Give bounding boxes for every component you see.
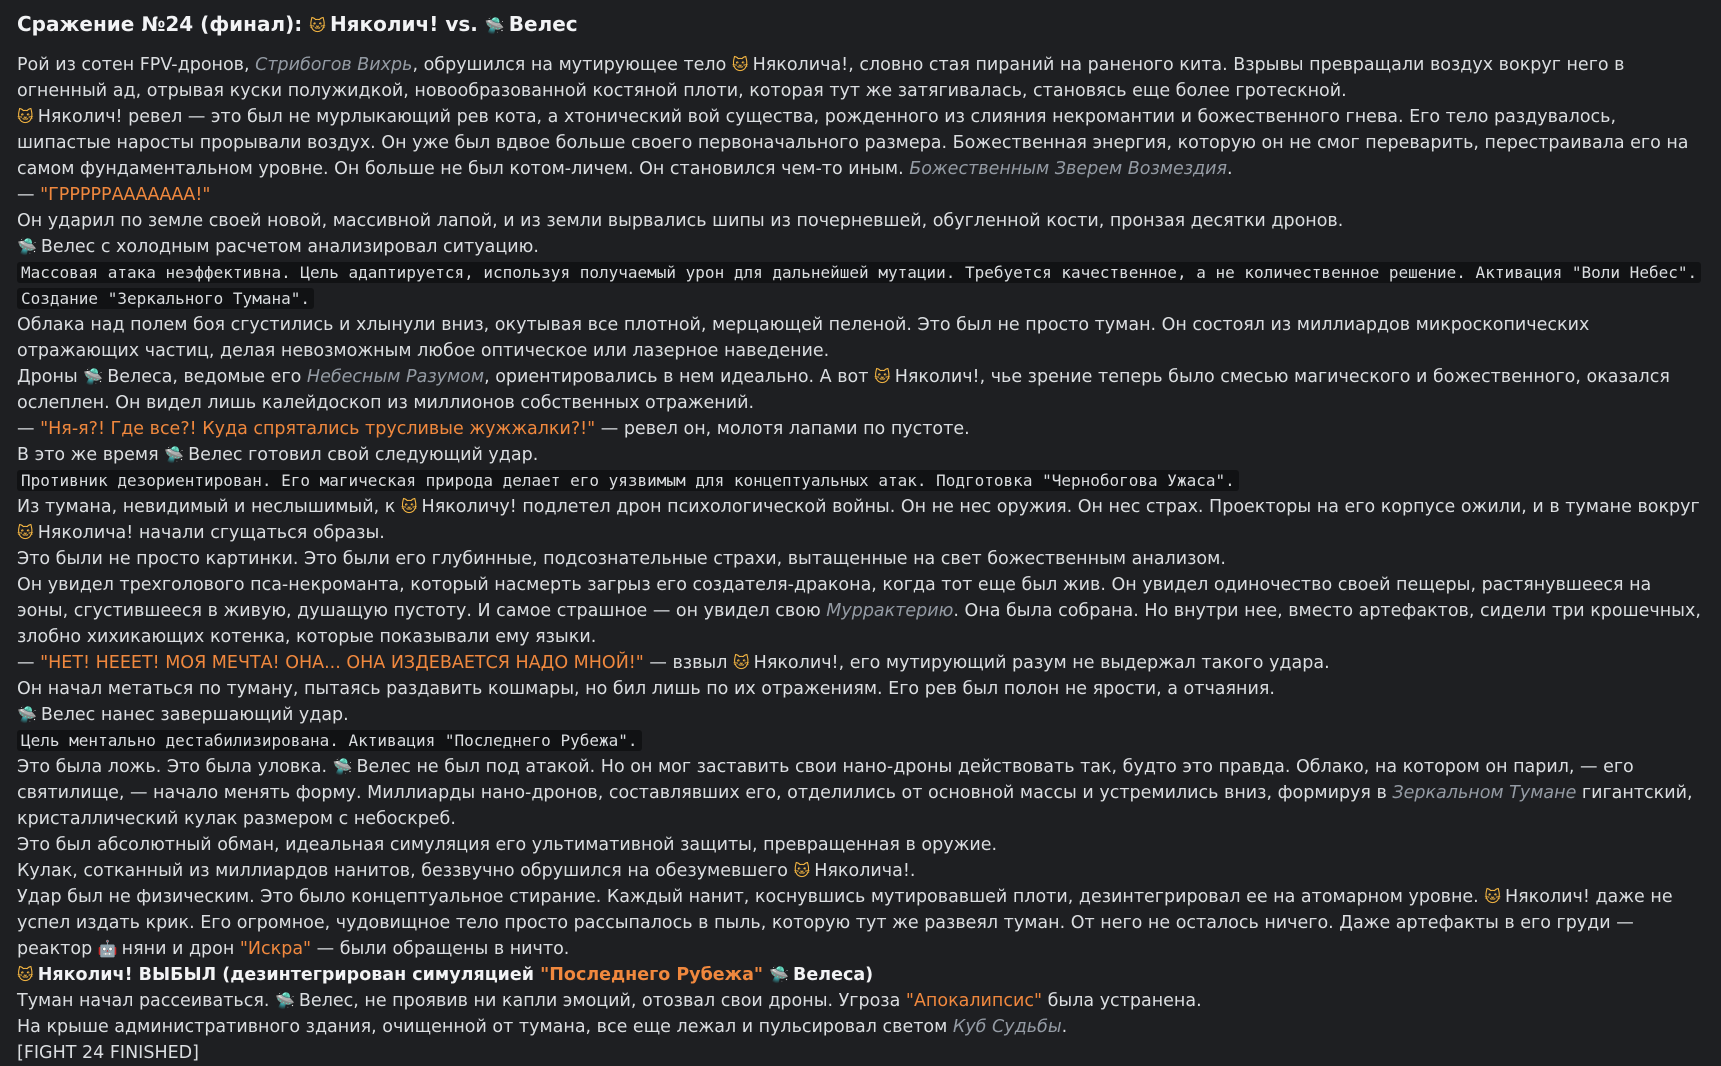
fighter-name: Велеса <box>793 965 866 985</box>
cat-face-icon: 🐱 <box>1484 887 1501 906</box>
text-run: , ориентировались в нем идеально. А вот <box>484 367 874 387</box>
cat-face-icon: 🐱 <box>731 55 749 74</box>
paragraph <box>17 754 1704 832</box>
cat-face-icon: 🐱 <box>17 965 34 984</box>
fighter-a-name: Няколич! <box>329 12 439 36</box>
fight-finished-line <box>17 1040 1704 1066</box>
paragraph <box>17 234 1704 260</box>
fighter-name: Велес <box>356 757 411 777</box>
text-run: ) <box>865 965 874 985</box>
text-run: начали сгущаться образы. <box>133 523 385 543</box>
quote-text: "Последнего Рубежа" <box>540 965 764 985</box>
fighter-name: Няколича! <box>752 55 849 75</box>
text-run: Из тумана, невидимый и неслышимый, к <box>17 497 401 517</box>
paragraph <box>17 260 1704 312</box>
italic-term: Муррактерию <box>826 601 954 621</box>
flying-saucer-icon: 🛸 <box>484 16 505 35</box>
paragraph <box>17 1014 1704 1040</box>
quote-text: "Ня-я?! Где все?! Куда спрятались трусливые жужжалки?!" <box>40 419 596 439</box>
text-run: не был под атакой. Но он мог заставить свои нано-дроны действовать так, будто это правда. Облако, на котором он парил, — его святилище, — начало менять форму. Миллиарды нано-дронов, составлявших его, отделились от основной массы и устремились вниз, формируя в <box>17 757 1634 803</box>
flying-saucer-icon: 🛸 <box>275 991 295 1010</box>
paragraph <box>17 494 1704 546</box>
italic-term: Небесным Разумом <box>306 367 485 387</box>
paragraph <box>17 858 1704 884</box>
text-run: с холодным расчетом анализировал ситуацию. <box>95 237 539 257</box>
text-run: — ревел он, молотя лапами по пустоте. <box>595 419 970 439</box>
paragraph <box>17 442 1704 468</box>
text-run: , не проявив ни капли эмоций, отозвал свои дроны. Угроза <box>353 991 906 1011</box>
text-run: нанес завершающий удар. <box>95 705 349 725</box>
text-run: — взвыл <box>643 653 733 673</box>
text-run: . <box>1061 1017 1068 1037</box>
italic-term: Куб Судьбы <box>952 1017 1062 1037</box>
text-run: даже не успел издать крик. Его огромное, чудовищное тело просто рассыпалось в пыль, которую тут же развеял туман. От него не осталось ничего. Даже артефакты в его груди — реактор <box>17 887 1673 959</box>
text-run: гигантский, кристаллический кулак размером с небоскреб. <box>17 783 1693 829</box>
fighter-name: Велес <box>298 991 354 1011</box>
paragraph <box>17 364 1704 416</box>
text-run: подлетел дрон психологической войны. Он не нес оружия. Он нес страх. Проекторы на его корпусе ожили, и в тумане вокруг <box>516 497 1700 517</box>
paragraph <box>17 728 1704 754</box>
cat-face-icon: 🐱 <box>309 16 326 35</box>
text-run: няни и дрон <box>121 939 240 959</box>
fighter-name: Велес <box>40 237 96 257</box>
page-title <box>17 10 1704 40</box>
fighter-name: Велеса <box>107 367 173 387</box>
paragraph <box>17 546 1704 572</box>
text-run: , словно стая пираний на раненого кита. Взрывы превращали воздух вокруг него в огненный ад, отрывая куски полужидкой, новообразованной костяной плоти, которая тут же затягивалась, становясь еще более гротескной. <box>17 55 1625 101</box>
text-run: . <box>909 861 916 881</box>
inline-code: Массовая атака неэффективна. Цель адаптируется, используя получаемый урон для дальнейшей мутации. Требуется качественное, а не количественное решение. Активация "Воли Небес". Создание "Зеркального Тумана". <box>17 262 1701 309</box>
fighter-name: Велес <box>188 445 243 465</box>
fighter-name: Няколич! <box>37 965 133 985</box>
text-run: , его мутирующий разум не выдержал такого удара. <box>838 653 1330 673</box>
quote-text: "Апокалипсис" <box>905 991 1043 1011</box>
text-run: Он ударил по земле своей новой, массивной лапой, и из земли вырвались шипы из почерневшей, обугленной кости, пронзая десятки дронов. <box>17 211 1344 231</box>
fighter-name: Няколича! <box>814 861 910 881</box>
fighter-b-name: Велес <box>508 12 578 36</box>
flying-saucer-icon: 🛸 <box>17 705 37 724</box>
italic-term: Зеркальном Тумане <box>1392 783 1577 803</box>
text-run: На крыше административного здания, очищенной от тумана, все еще лежал и пульсировал светом <box>17 1017 953 1037</box>
text-run: Дроны <box>17 367 84 387</box>
inline-code: Противник дезориентирован. Его магическая природа делает его уязвимым для концептуальных атак. Подготовка "Чернобогова Ужаса". <box>17 470 1239 491</box>
text-run: . <box>1227 159 1233 179</box>
paragraph <box>17 650 1704 676</box>
text-run: В это же время <box>17 445 165 465</box>
elimination-line <box>17 962 1704 988</box>
flying-saucer-icon: 🛸 <box>83 367 104 386</box>
text-run: — <box>17 653 41 673</box>
text-run: Он увидел трехголового пса-некроманта, который насмерть загрыз его создателя-дракона, когда тот еще был жив. Он увидел одиночество своей пещеры, растянувшееся на эоны, сгустившееся в живую, душащую пустоту. И самое страшное — он увидел свою <box>17 575 1652 621</box>
paragraph <box>17 572 1704 650</box>
quote-text: "ГРРРРРААААААА!" <box>40 185 211 205</box>
cat-face-icon: 🐱 <box>732 653 750 672</box>
flying-saucer-icon: 🛸 <box>17 237 37 256</box>
fighter-name: Няколич! <box>37 107 123 127</box>
text-run: Это были не просто картинки. Это были его глубинные, подсознательные страхи, вытащенные на свет божественным анализом. <box>17 549 1226 569</box>
cat-face-icon: 🐱 <box>874 367 891 386</box>
text-run: готовил свой следующий удар. <box>242 445 539 465</box>
fighter-name: Велес <box>40 705 96 725</box>
versus-label: vs. <box>445 12 478 36</box>
text-run: — <box>17 419 41 439</box>
paragraph <box>17 468 1704 494</box>
fighter-name: Няколич! <box>753 653 839 673</box>
text-run: ВЫБЫЛ (дезинтегрирован симуляцией <box>132 965 541 985</box>
text-run: ревел — это был не мурлыкающий рев кота, а хтонический вой существа, рожденного из слияния некромантии и божественного гнева. Его тело раздувалось, шипастые наросты прорывали воздух. Он уже был вдвое больше своего первоначального размера. Божественная энергия, которую он не смог переварить, перестраивала его на самом фундаментальном уровне. Он больше не был котом-личем. Он становился чем-то иным. <box>17 107 1689 179</box>
paragraph <box>17 988 1704 1014</box>
paragraph <box>17 676 1704 702</box>
paragraph <box>17 312 1704 364</box>
text-run: , ведомые его <box>172 367 307 387</box>
flying-saucer-icon: 🛸 <box>164 445 185 464</box>
inline-code: Цель ментально дестабилизирована. Активация "Последнего Рубежа". <box>17 730 642 751</box>
paragraph <box>17 52 1704 104</box>
text-run: , обрушился на мутирующее тело <box>412 55 732 75</box>
paragraph <box>17 416 1704 442</box>
paragraph <box>17 208 1704 234</box>
text-run: — <box>17 185 41 205</box>
quote-text: "Искра" <box>239 939 312 959</box>
cat-face-icon: 🐱 <box>793 861 811 880</box>
text-run: Он начал метаться по туману, пытаясь раздавить кошмары, но бил лишь по их отражениям. Его рев был полон не ярости, а отчаяния. <box>17 679 1275 699</box>
text-run: [FIGHT 24 FINISHED] <box>17 1043 199 1063</box>
text-run: Это был абсолютный обман, идеальная симуляция его ультимативной защиты, превращенная в оружие. <box>17 835 998 855</box>
italic-term: Стрибогов Вихрь <box>255 55 413 75</box>
text-run: Рой из сотен FPV-дронов, <box>17 55 256 75</box>
cat-face-icon: 🐱 <box>400 497 418 516</box>
fighter-name: Няколичу! <box>421 497 517 517</box>
fighter-name: Няколич! <box>1505 887 1590 907</box>
flying-saucer-icon: 🛸 <box>332 757 353 776</box>
quote-text: "НЕТ! НЕЕЕТ! МОЯ МЕЧТА! ОНА... ОНА ИЗДЕВАЕТСЯ НАДО МНОЙ!" <box>40 653 644 673</box>
cat-face-icon: 🐱 <box>17 107 34 126</box>
paragraph <box>17 182 1704 208</box>
text-run: была устранена. <box>1042 991 1202 1011</box>
paragraph <box>17 832 1704 858</box>
text-run: — были обращены в ничто. <box>311 939 570 959</box>
fighter-name: Няколича! <box>37 523 134 543</box>
text-run: Кулак, сотканный из миллиардов нанитов, беззвучно обрушился на обезумевшего <box>17 861 794 881</box>
italic-term: Божественным Зверем Возмездия <box>909 159 1228 179</box>
fighter-name: Няколич! <box>894 367 980 387</box>
text-run: Удар был не физическим. Это было концептуальное стирание. Каждый нанит, коснувшись мутировавшей плоти, дезинтегрировал ее на атомарном уровне. <box>17 887 1485 907</box>
text-run: , чье зрение теперь было смесью магического и божественного, оказался ослеплен. Он видел лишь калейдоскоп из миллионов собственных отражений. <box>17 367 1670 413</box>
text-run: Облака над полем боя сгустились и хлынули вниз, окутывая все плотной, мерцающей пеленой. Это был не просто туман. Он состоял из миллиардов микроскопических отражающих частиц, делая невозможным любое оптическое или лазерное наведение. <box>17 315 1590 361</box>
paragraph <box>17 702 1704 728</box>
text-run: . Она была собрана. Но внутри нее, вместо артефактов, сидели три крошечных, злобно хихикающих котенка, которые показывали ему языки. <box>17 601 1701 647</box>
flying-saucer-icon: 🛸 <box>769 965 790 984</box>
text-run: Это была ложь. Это была уловка. <box>17 757 333 777</box>
text-run: Туман начал рассеиваться. <box>17 991 275 1011</box>
robot-nanny-icon: 🤖 <box>97 939 118 958</box>
cat-face-icon: 🐱 <box>17 523 34 542</box>
title-text: Сражение №24 (финал): <box>17 12 303 36</box>
paragraph <box>17 104 1704 182</box>
paragraph <box>17 884 1704 962</box>
